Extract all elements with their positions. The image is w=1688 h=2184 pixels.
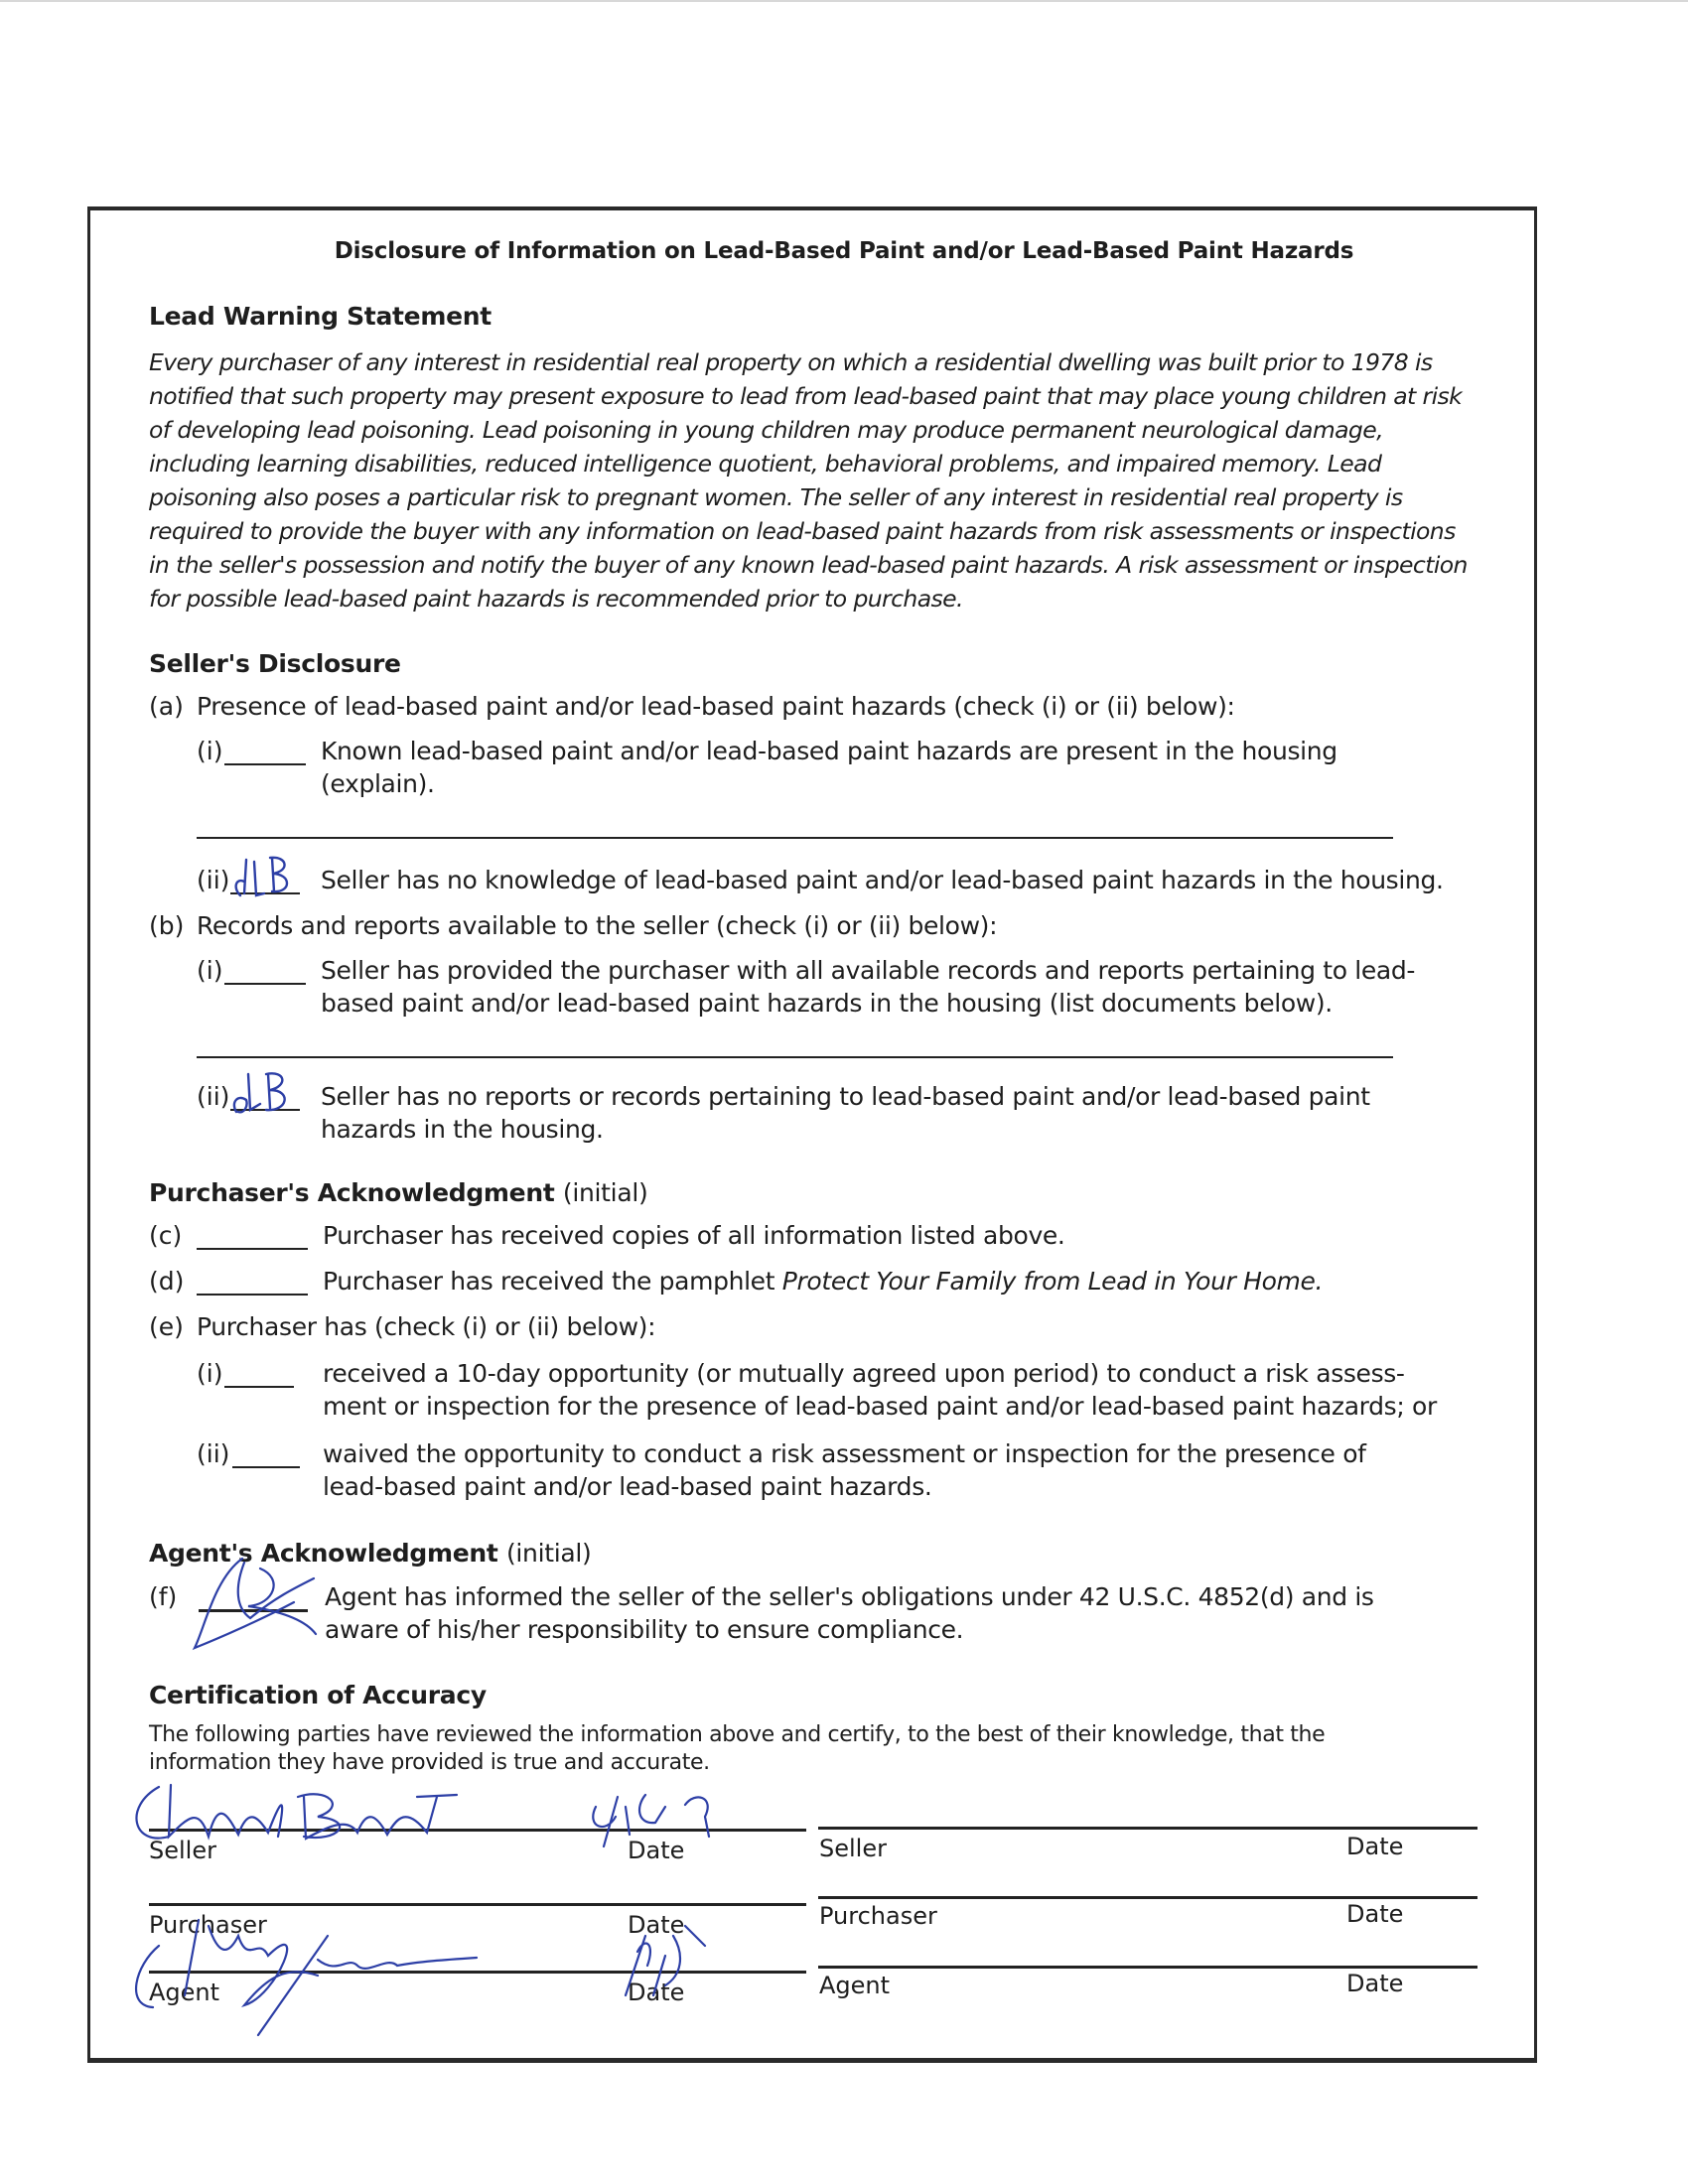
agent-2-signature-line[interactable] xyxy=(818,1966,1477,1969)
item-b-ii-text: Seller has no reports or records pertaining to lead-based paint and/or lead-based paint hazards in the housing. xyxy=(321,1082,1370,1144)
agent-1-label: Agent xyxy=(149,1979,220,2006)
certification-heading: Certification of Accuracy xyxy=(149,1681,487,1709)
item-e-i-text: received a 10-day opportunity (or mutually agreed upon period) to conduct a risk assess- ment or inspection for the presence of lead-based paint and/or lead-based paint hazards; or xyxy=(323,1359,1437,1421)
item-e-marker: (e) xyxy=(149,1312,184,1341)
item-b-i-marker: (i) xyxy=(197,956,223,985)
item-a-ii-marker: (ii) xyxy=(197,866,230,894)
item-e-ii-text: waived the opportunity to conduct a risk assessment or inspection for the presence of lead-based paint and/or lead-based paint hazards. xyxy=(323,1439,1366,1501)
document-title: Disclosure of Information on Lead-Based Paint and/or Lead-Based Paint Hazards xyxy=(334,238,1354,264)
item-a-i-initials-field[interactable] xyxy=(224,763,306,765)
agent-1-signature-line[interactable] xyxy=(149,1971,806,1974)
item-b-ii-marker: (ii) xyxy=(197,1082,230,1111)
purchaser-1-signature-line[interactable] xyxy=(149,1903,806,1906)
item-e-i-marker: (i) xyxy=(197,1359,223,1388)
item-d-marker: (d) xyxy=(149,1267,185,1296)
seller-1-label: Seller xyxy=(149,1837,216,1864)
item-a-marker: (a) xyxy=(149,692,184,721)
item-f-text: Agent has informed the seller of the seller's obligations under 42 U.S.C. 4852(d) and is aware of his/her responsibility to ensure compliance. xyxy=(325,1582,1374,1644)
purchasers-ack-heading: Purchaser's Acknowledgment (initial) xyxy=(149,1178,648,1207)
agents-ack-heading: Agent's Acknowledgment (initial) xyxy=(149,1539,592,1568)
item-e-ii-initials-field[interactable] xyxy=(232,1466,300,1468)
item-b-i-text: Seller has provided the purchaser with all available records and reports pertaining to lead- based paint and/or lead-based paint hazards in the housing (list documents below). xyxy=(321,956,1416,1018)
seller-2-date-label: Date xyxy=(1346,1833,1404,1860)
item-b-i-initials-field[interactable] xyxy=(224,983,306,985)
item-a-ii-text: Seller has no knowledge of lead-based paint and/or lead-based paint hazards in the housing. xyxy=(321,866,1444,894)
purchaser-2-signature-line[interactable] xyxy=(818,1896,1477,1899)
item-a-i-text: Known lead-based paint and/or lead-based paint hazards are present in the housing (explain). xyxy=(321,737,1337,798)
agent-2-date-label: Date xyxy=(1346,1970,1404,1997)
item-b-ii-initials-field[interactable] xyxy=(230,1109,300,1111)
item-b-marker: (b) xyxy=(149,911,185,940)
item-e-ii-marker: (ii) xyxy=(197,1439,230,1468)
agent-1-date-label: Date xyxy=(628,1979,685,2006)
item-d-initials-field[interactable] xyxy=(197,1294,308,1296)
item-c-marker: (c) xyxy=(149,1221,183,1250)
item-d-text: Purchaser has received the pamphlet Protect Your Family from Lead in Your Home. xyxy=(323,1267,1324,1296)
seller-2-signature-line[interactable] xyxy=(818,1827,1477,1830)
purchaser-2-date-label: Date xyxy=(1346,1900,1404,1928)
seller-2-label: Seller xyxy=(819,1835,887,1862)
item-a-text: Presence of lead-based paint and/or lead-based paint hazards (check (i) or (ii) below): xyxy=(197,692,1235,721)
sellers-disclosure-heading: Seller's Disclosure xyxy=(149,649,401,678)
purchaser-2-label: Purchaser xyxy=(819,1902,937,1930)
item-c-initials-field[interactable] xyxy=(197,1248,308,1250)
seller-1-date-label: Date xyxy=(628,1837,685,1864)
seller-1-signature-line[interactable] xyxy=(149,1829,806,1832)
purchaser-1-label: Purchaser xyxy=(149,1911,267,1939)
item-e-i-initials-field[interactable] xyxy=(224,1386,294,1388)
item-f-initials-field[interactable] xyxy=(199,1609,308,1612)
item-a-ii-initials-field[interactable] xyxy=(230,892,300,894)
certification-text: The following parties have reviewed the information above and certify, to the best of their knowledge, that the information they have provided is true and accurate. xyxy=(149,1722,1326,1775)
page-top-edge xyxy=(0,0,1688,2)
item-a-i-marker: (i) xyxy=(197,737,223,765)
item-f-marker: (f) xyxy=(149,1582,178,1611)
item-c-text: Purchaser has received copies of all information listed above. xyxy=(323,1221,1065,1250)
item-e-text: Purchaser has (check (i) or (ii) below): xyxy=(197,1312,656,1341)
item-a-explain-line[interactable] xyxy=(197,837,1393,839)
purchaser-1-date-label: Date xyxy=(628,1911,685,1939)
lead-warning-heading: Lead Warning Statement xyxy=(149,302,492,331)
agent-2-label: Agent xyxy=(819,1972,891,1999)
lead-warning-body: Every purchaser of any interest in residential real property on which a residential dwelling was built prior to 1978 is notified that such property may present exposure to lead from lead-based paint that may place young children at risk of developing lead poisoning. Lead poisoning in young children may produce permanent neurological damage, including learning disabilities, reduced intelligence quotient, behavioral problems, and impaired memory. Lead poisoning also poses a particular risk to pregnant women. The seller of any interest in residential real property is required to provide the buyer with any information on lead-based paint hazards from risk assessments or inspections in the seller's possession and notify the buyer of any known lead-based paint hazards. A risk assessment or inspection for possible lead-based paint hazards is recommended prior to purchase. xyxy=(149,348,1468,613)
item-b-text: Records and reports available to the seller (check (i) or (ii) below): xyxy=(197,911,998,940)
item-b-documents-line[interactable] xyxy=(197,1056,1393,1058)
